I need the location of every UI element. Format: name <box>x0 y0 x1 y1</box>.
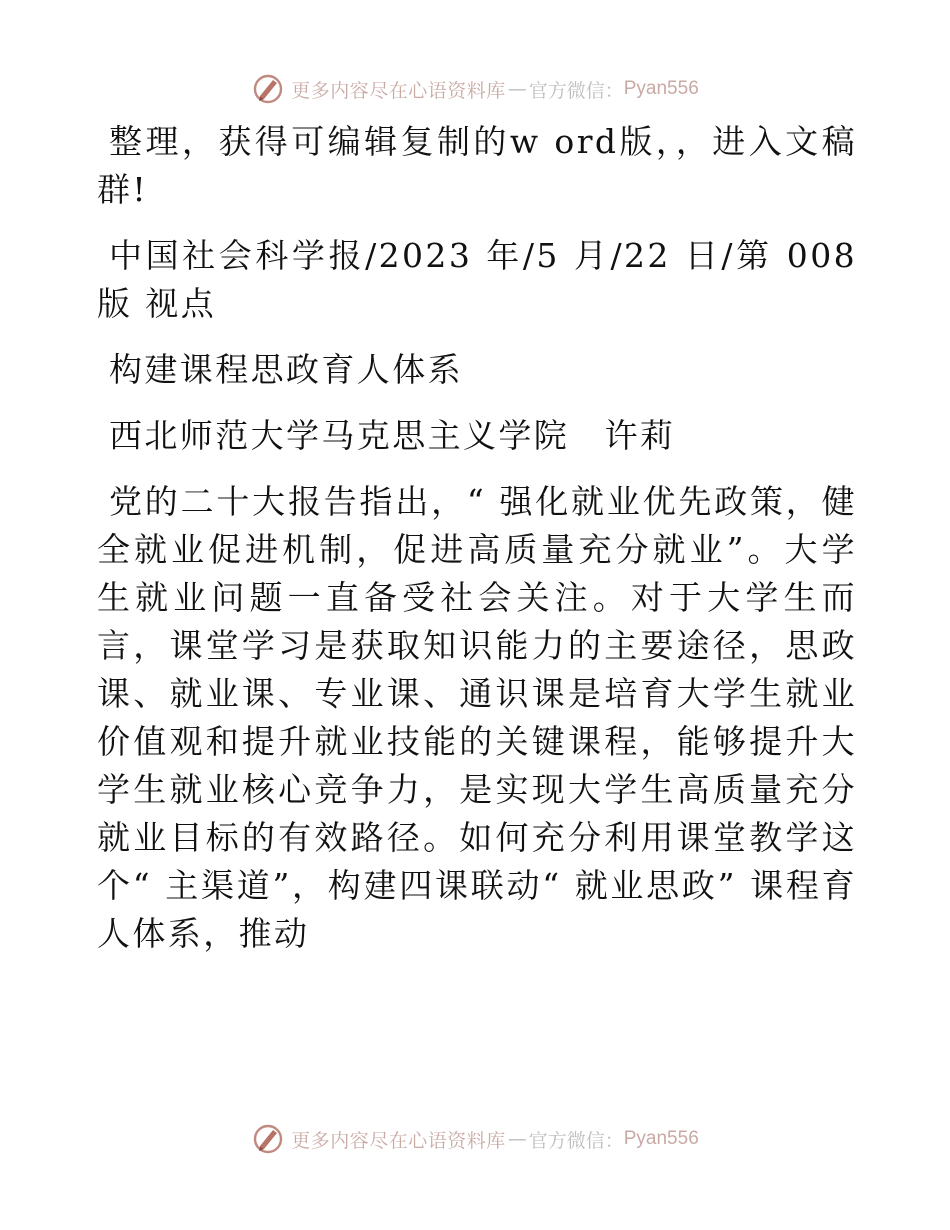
footer-watermark <box>0 1119 950 1159</box>
body-paragraph: 党的二十大报告指出，“ 强化就业优先政策，健全就业促进机制，促进高质量充分就业”。大学生就业问题一直备受社会关注。对于大学生而言，课堂学习是获取知识能力的主要途径，思政课、就业课、专业课、通识课是培育大学生就业价值观和提升就业技能的关键课程，能够提升大学生就业核心竞争力，是实现大学生高质量充分就业目标的有效路径。如何充分利用课堂教学这个“ 主渠道”，构建四课联动“ 就业思政” 课程育人体系，推动 <box>97 482 857 953</box>
watermark-separator: — <box>507 1128 527 1150</box>
intro-paragraph: 整理，获得可编辑复制的w ord版，，进入文稿群! <box>97 122 857 209</box>
watermark-separator: — <box>507 78 527 100</box>
header-watermark <box>0 69 950 109</box>
pen-logo-icon <box>251 72 285 106</box>
watermark-text: 更多内容尽在心语资料库 <box>291 79 506 102</box>
watermark-text: 更多内容尽在心语资料库 <box>291 1129 506 1152</box>
source-line: 中国社会科学报/2023 年/5 月/22 日/第 008 版 视点 <box>97 236 857 323</box>
watermark-contact-label: 官方微信： <box>528 1129 624 1152</box>
watermark-handle: Pyan556 <box>623 1128 699 1149</box>
article-title: 构建课程思政育人体系 <box>109 350 463 389</box>
watermark-contact-label: 官方微信： <box>528 79 624 102</box>
document-body <box>97 118 857 976</box>
author-line: 西北师范大学马克思主义学院 许莉 <box>109 416 676 455</box>
watermark-handle: Pyan556 <box>623 78 699 99</box>
pen-logo-icon <box>251 1122 285 1156</box>
